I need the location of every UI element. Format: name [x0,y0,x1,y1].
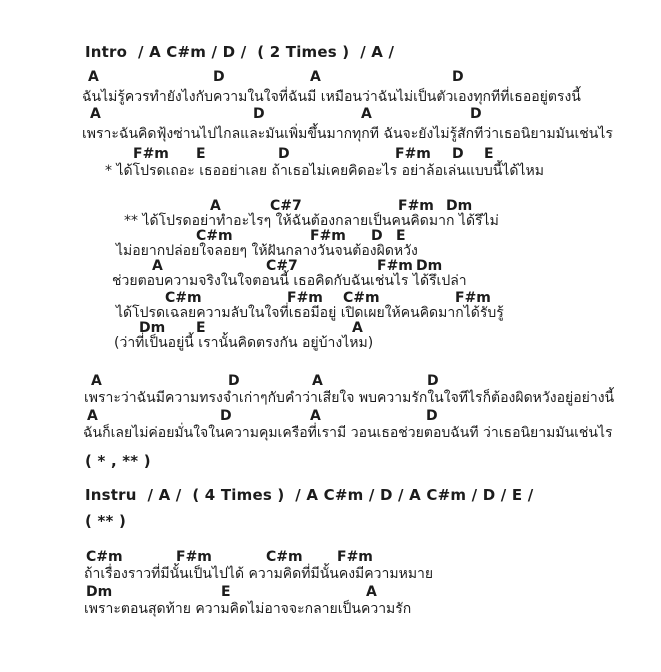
chord-label: E [196,146,206,162]
chord-label: C#7 [266,258,298,274]
chord-label: A [152,258,163,274]
chord-row [0,374,661,390]
chord-label: A [90,106,101,122]
chord-label: C#m [86,549,123,565]
lyric-line: ถ้าเรื่องราวที่มีนั้นเป็นไปได้ ความคิดที่มีนั้นคงมีความหมาย [84,566,434,582]
chord-label: A [91,373,102,389]
lyric-line: * ได้โปรดเถอะ เธออย่าเลย ถ้าเธอไม่เคยคิดอะไร อย่าล้อเล่นแบบนี้ได้ไหม [105,163,544,179]
lyric-line: เพราะว่าฉันมีความทรงจำเก่าๆกับคำว่าเสียใจ พบความรักในใจทีไรก็ต้องผิดหวังอยู่อย่างนี้ [84,390,615,406]
lyric-line: ช่วยตอบความจริงในใจตอนนี้ เธอคิดกับฉันเช่นไร ได้รึเปล่า [112,273,467,289]
chord-label: A [210,198,221,214]
chord-label: D [452,146,464,162]
chord-label: A [88,69,99,85]
chord-label: Dm [416,258,443,274]
chord-label: F#m [377,258,413,274]
chord-label: F#m [398,198,434,214]
chord-label: A [312,373,323,389]
chord-label: F#m [287,290,323,306]
chord-label: F#m [176,549,212,565]
chord-label: E [484,146,494,162]
chord-label: C#m [196,228,233,244]
chord-label: F#m [310,228,346,244]
chord-label: A [310,408,321,424]
lyric-line: ไม่อยากปล่อยใจลอยๆ ให้ฝันกลางวันจนต้องผิดหวัง [116,243,418,259]
chord-label: D [213,69,225,85]
chord-label: D [228,373,240,389]
chord-label: D [470,106,482,122]
chord-label: F#m [455,290,491,306]
chord-label: F#m [337,549,373,565]
chord-label: D [220,408,232,424]
chord-row [0,107,661,123]
lyric-line: ได้โปรดเฉลยความลับในใจที่เธอมีอยู่ เปิดเผยให้คนคิดมากได้รับรู้ [116,305,504,321]
chord-label: F#m [395,146,431,162]
chord-row [0,550,661,566]
chord-label: A [361,106,372,122]
repeat-mark-second: ( ** ) [85,512,127,530]
lyric-line: เพราะตอนสุดท้าย ความคิดไม่อาจจะกลายเป็นความรัก [84,601,412,617]
chord-label: E [221,584,231,600]
chord-label: Dm [139,320,166,336]
chord-label: D [427,373,439,389]
chord-label: E [196,320,206,336]
chord-label: C#m [165,290,202,306]
chord-row [0,585,661,601]
chord-label: D [278,146,290,162]
lyric-line: ** ได้โปรดอย่าทำอะไรๆ ให้ฉันต้องกลายเป็นคนคิดมาก ได้รึไม่ [124,213,499,229]
chord-label: D [452,69,464,85]
chord-label: D [371,228,383,244]
intro-line: Intro / A C#m / D / ( 2 Times ) / A / [85,43,395,61]
chord-label: A [366,584,377,600]
chord-label: C#m [266,549,303,565]
chord-label: F#m [133,146,169,162]
instru-line: Instru / A / ( 4 Times ) / A C#m / D / A C#m / D / E / [85,486,534,504]
chord-label: C#m [343,290,380,306]
chord-row [0,70,661,86]
chord-label: A [352,320,363,336]
lyric-line: เพราะฉันคิดฟุ้งซ่านไปไกลและมันเพิ่มขึ้นมากทุกที ฉันจะยังไม่รู้สักทีว่าเธอนิยามมันเช่นไร [82,126,613,142]
lyric-line: (ว่าที่เป็นอยู่นี้ เรานั้นคิดตรงกัน อยู่บ้างไหม) [114,335,374,351]
chord-label: Dm [86,584,113,600]
lyric-line: ฉันไม่รู้ควรทำยังไงกับความในใจที่ฉันมี เหมือนว่าฉันไม่เป็นตัวเองทุกทีที่เธออยู่ตรงนี้ [82,89,581,105]
chord-label: C#7 [270,198,302,214]
lyric-line: ฉันก็เลยไม่ค่อยมั่นใจในความคุมเครือที่เรามี วอนเธอช่วยตอบฉันที ว่าเธอนิยามมันเช่นไร [83,425,613,441]
chord-label: D [253,106,265,122]
chord-label: Dm [446,198,473,214]
repeat-mark-first: ( * , ** ) [85,452,151,470]
chord-label: E [396,228,406,244]
chord-label: A [310,69,321,85]
chord-row [0,147,661,163]
chord-row [0,409,661,425]
chord-label: D [426,408,438,424]
chord-label: A [87,408,98,424]
